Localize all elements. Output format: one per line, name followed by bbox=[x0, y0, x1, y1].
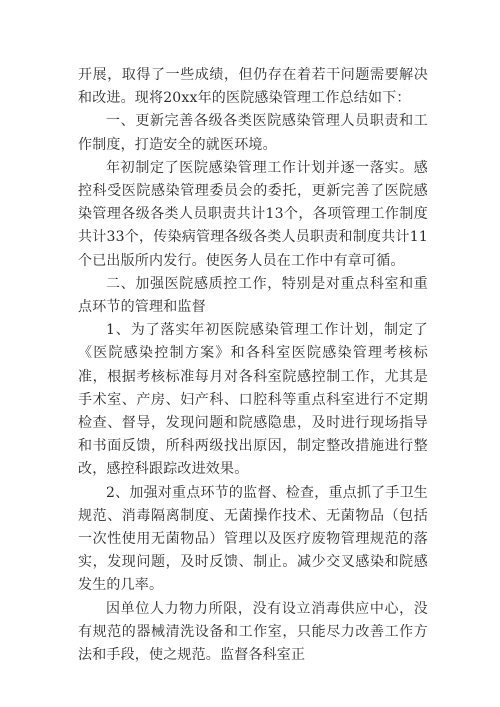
paragraph-item-1: 1、为了落实年初医院感染管理工作计划，制定了《医院感染控制方案》和各科室医院感染管理考核标准，根据考核标准每月对各科室院感控制工作，尤其是手术室、产房、妇产科、口腔科等重点科室进行不定期检查、督导，发现问题和院感隐患，及时进行现场指导和书面反馈，所科两级找出原因，制定整改措施进行整改，感控科跟踪改进效果。 bbox=[78, 322, 428, 478]
paragraph-resources: 因单位人力物力所限，没有设立消毒供应中心，没有规范的器械清洗设备和工作室，只能尽力改善工作方法和手段，使之规范。监督各科室正 bbox=[78, 600, 428, 664]
paragraph-item-2: 2、加强对重点环节的监督、检查，重点抓了手卫生规范、消毒隔离制度、无菌操作技术、无菌物品（包括一次性使用无菌物品）管理以及医疗废物管理规范的落实，发现问题，及时反馈、制止。减少交叉感染和院感发生的几率。 bbox=[78, 484, 428, 594]
paragraph-section-1-heading: 一、更新完善各级各类医院感染管理人员职责和工作制度，打造安全的就医环境。 bbox=[78, 113, 428, 153]
paragraph-section-2-heading: 二、加强医院感质控工作，特别是对重点科室和重点环节的管理和监督 bbox=[78, 275, 428, 316]
paragraph-intro: 开展，取得了一些成绩，但仍存在着若干问题需要解决和改进。现将20xx年的医院感染管理工作总结如下： bbox=[78, 67, 428, 107]
paragraph-section-1-body: 年初制定了医院感染管理工作计划并逐一落实。感控科受医院感染管理委员会的委托，更新完善了医院感染管理各级各类人员职责共计13个，各项管理工作制度共计33个，传染病管理各级各类人员职责和制度共计11个已出版所内发行。使医务人员在工作中有章可循。 bbox=[78, 159, 428, 269]
document-body bbox=[78, 64, 428, 667]
